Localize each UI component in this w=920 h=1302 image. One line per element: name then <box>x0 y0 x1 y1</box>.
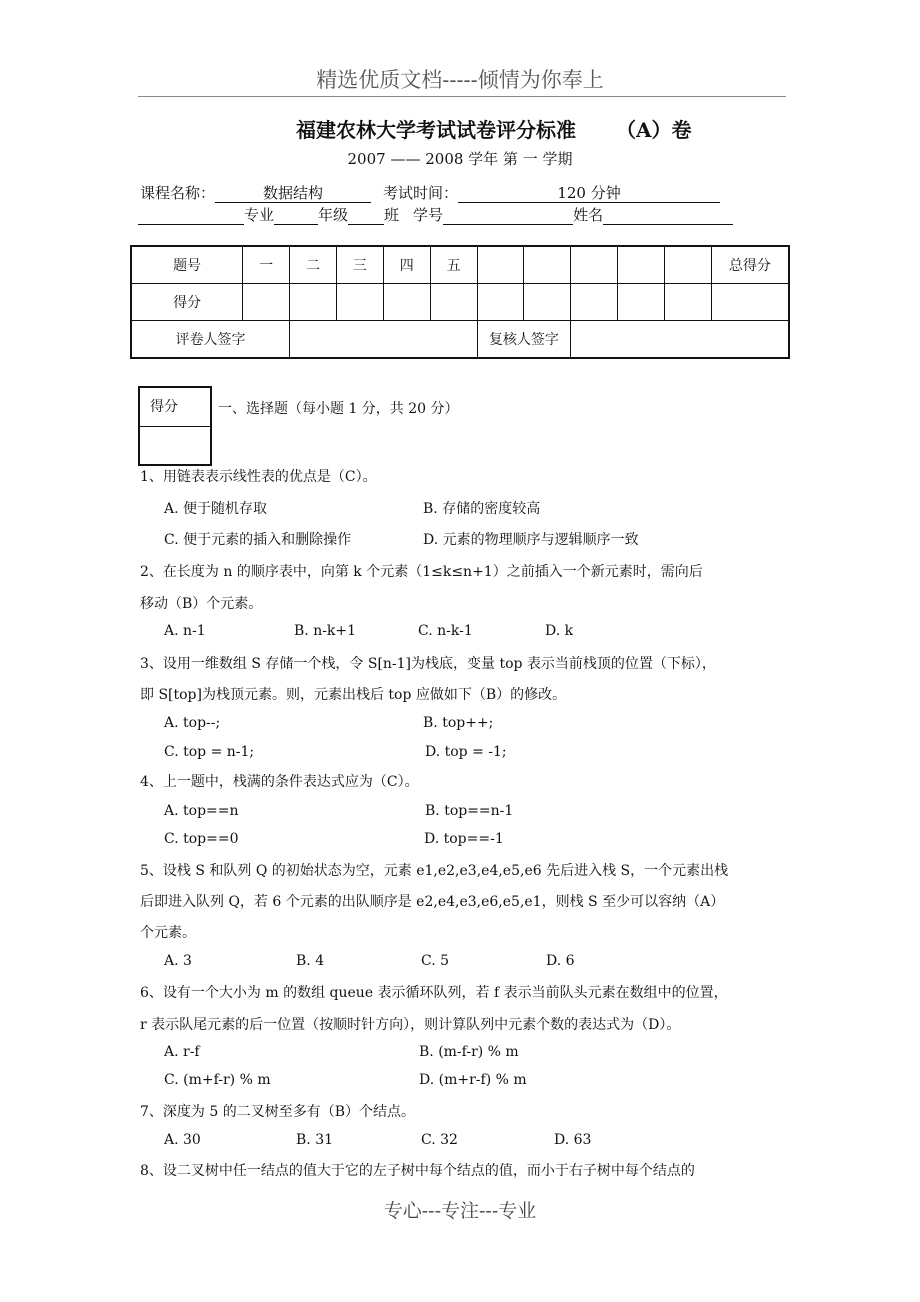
question-7: 7、深度为 5 的二叉树至多有（B）个结点。 <box>140 1104 416 1120</box>
table-cell: 一 <box>243 246 290 284</box>
table-cell <box>571 246 618 284</box>
option: C. 32 <box>421 1132 458 1148</box>
question-6: 6、设有一个大小为 m 的数组 queue 表示循环队列，若 f 表示当前队头元素在数组中的位置， <box>140 985 728 1001</box>
exam-title-main: 福建农林大学考试试卷评分标准 <box>296 118 576 142</box>
option: D. k <box>545 623 574 639</box>
option: A. 30 <box>164 1132 201 1148</box>
exam-time-label: 考试时间： <box>383 184 459 202</box>
option: A. 3 <box>164 953 192 969</box>
option: C. (m+f-r) % m <box>164 1072 271 1088</box>
question-5-cont2: 个元素。 <box>140 925 196 941</box>
option: C. 便于元素的插入和删除操作 <box>164 532 352 548</box>
score-cell <box>336 284 383 321</box>
question-6-cont: r 表示队尾元素的后一位置（按顺时针方向），则计算队列中元素个数的表达式为（D）。 <box>140 1017 681 1033</box>
score-cell <box>430 284 477 321</box>
class-label: 班 <box>384 206 400 224</box>
option: D. (m+r-f) % m <box>419 1072 527 1088</box>
option: D. 元素的物理顺序与逻辑顺序一致 <box>423 532 639 548</box>
academic-term: 2007 —— 2008 学年 第 一 学期 <box>347 150 573 168</box>
table-cell: 评卷人签字 <box>131 321 290 359</box>
major-blank <box>274 206 318 225</box>
student-id-blank <box>443 206 573 225</box>
exam-title <box>296 114 692 143</box>
question-4: 4、上一题中，栈满的条件表达式应为（C）。 <box>140 774 419 790</box>
option: C. 5 <box>421 953 450 969</box>
score-table-score-row <box>131 284 789 321</box>
option: A. top--; <box>164 715 221 731</box>
section-score-label: 得分 <box>140 388 210 427</box>
option: A. n-1 <box>164 623 206 639</box>
question-8: 8、设二叉树中任一结点的值大于它的左子树中每个结点的值，而小于右子树中每个结点的 <box>140 1163 695 1179</box>
score-cell <box>571 284 618 321</box>
option: B. top++; <box>423 715 494 731</box>
table-cell <box>477 246 524 284</box>
course-name-field: 数据结构 <box>215 184 371 203</box>
score-cell <box>383 284 430 321</box>
name-blank <box>603 206 733 225</box>
score-table-signature-row <box>131 321 789 359</box>
blank-field <box>138 206 244 225</box>
page-footer: 专心---专注---专业 <box>383 1200 537 1222</box>
name-label: 姓名 <box>573 206 604 224</box>
option: C. top = n-1; <box>164 744 255 760</box>
score-cell <box>524 284 571 321</box>
table-cell: 二 <box>290 246 337 284</box>
paper-version: （A）卷 <box>616 118 692 142</box>
grade-label: 年级 <box>318 206 349 224</box>
table-cell <box>618 246 665 284</box>
question-2: 2、在长度为 n 的顺序表中，向第 k 个元素（1≤k≤n+1）之前插入一个新元素时，需向后 <box>140 564 703 580</box>
option: D. 6 <box>546 953 575 969</box>
question-5-cont: 后即进入队列 Q，若 6 个元素的出队顺序是 e2,e4,e3,e6,e5,e1，则栈 S 至少可以容纳（A） <box>140 894 725 910</box>
page-header: 精选优质文档-----倾情为你奉上 <box>316 68 604 92</box>
score-table-header-row <box>131 246 789 284</box>
option: B. (m-f-r) % m <box>419 1044 519 1060</box>
question-5: 5、设栈 S 和队列 Q 的初始状态为空，元素 e1,e2,e3,e4,e5,e6 先后进入栈 S，一个元素出栈 <box>140 863 729 879</box>
option: A. 便于随机存取 <box>164 501 268 517</box>
student-info-line <box>138 204 733 225</box>
question-2-cont: 移动（B）个元素。 <box>140 596 263 612</box>
major-label: 专业 <box>244 206 275 224</box>
score-cell <box>290 284 337 321</box>
option: B. 存储的密度较高 <box>423 501 541 517</box>
option: D. top==-1 <box>424 831 504 847</box>
score-cell <box>664 284 711 321</box>
table-cell: 题号 <box>131 246 243 284</box>
question-3: 3、设用一维数组 S 存储一个栈，令 S[n-1]为栈底，变量 top 表示当前栈顶的位置（下标）， <box>140 656 716 672</box>
option: C. top==0 <box>164 831 239 847</box>
option: D. top = -1; <box>425 744 507 760</box>
question-3-cont: 即 S[top]为栈顶元素。则，元素出栈后 top 应做如下（B）的修改。 <box>140 687 567 703</box>
option: B. top==n-1 <box>425 803 514 819</box>
table-cell: 五 <box>430 246 477 284</box>
option: C. n-k-1 <box>418 623 473 639</box>
table-cell: 总得分 <box>711 246 789 284</box>
table-cell: 得分 <box>131 284 243 321</box>
score-cell <box>711 284 789 321</box>
question-1: 1、用链表表示线性表的优点是（C）。 <box>140 469 377 485</box>
signature-cell <box>571 321 789 359</box>
score-table <box>130 245 790 359</box>
option: D. 63 <box>554 1132 592 1148</box>
table-cell: 三 <box>336 246 383 284</box>
student-id-label: 学号 <box>413 206 444 224</box>
grade-blank <box>348 206 384 225</box>
score-cell <box>243 284 290 321</box>
exam-time-field: 120 分钟 <box>458 184 720 203</box>
option: A. top==n <box>164 803 239 819</box>
table-cell: 四 <box>383 246 430 284</box>
table-cell <box>524 246 571 284</box>
table-cell <box>664 246 711 284</box>
signature-cell <box>290 321 478 359</box>
option: B. n-k+1 <box>294 623 357 639</box>
section-title: 一、选择题（每小题 1 分，共 20 分） <box>218 401 459 417</box>
header-rule <box>138 96 786 97</box>
option: B. 31 <box>296 1132 334 1148</box>
option: B. 4 <box>296 953 325 969</box>
table-cell: 复核人签字 <box>477 321 571 359</box>
score-cell <box>618 284 665 321</box>
course-line <box>140 182 720 203</box>
score-cell <box>477 284 524 321</box>
section-score-box <box>138 386 212 466</box>
option: A. r-f <box>164 1044 200 1060</box>
course-label: 课程名称： <box>140 184 216 202</box>
